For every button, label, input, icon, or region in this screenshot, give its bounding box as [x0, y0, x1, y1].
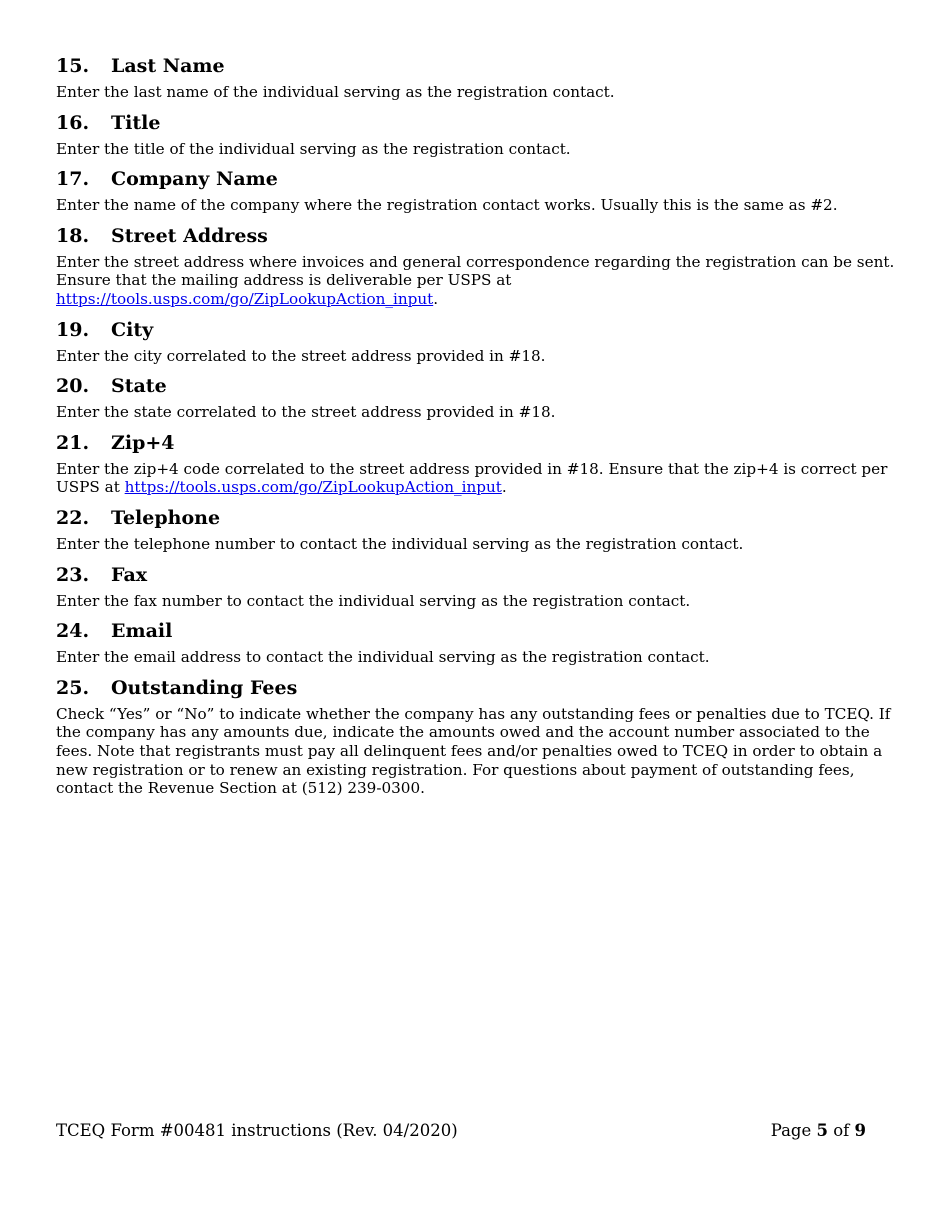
section-title: Zip+4 [111, 431, 175, 454]
section-number: 17. [56, 168, 90, 191]
section-heading [56, 563, 896, 587]
section-text: Enter the state correlated to the street address provided in #18. [56, 403, 556, 422]
section-text-before: Enter the zip+4 code correlated to the street address provided in #18. Ensure that the zip+4 is correct per USPS at [56, 459, 888, 497]
section-heading [56, 619, 896, 643]
section-street-address [56, 224, 896, 309]
page-indicator [771, 1121, 866, 1140]
page-footer [56, 1121, 866, 1140]
section-text-after: . [501, 478, 507, 497]
page-word: Page [770, 1121, 812, 1140]
page-total: 9 [854, 1121, 866, 1140]
section-number: 18. [56, 224, 90, 247]
section-text: Enter the last name of the individual serving as the registration contact. [56, 83, 615, 101]
section-number: 22. [56, 506, 90, 529]
section-number: 23. [56, 563, 90, 586]
section-text-before: Enter the street address where invoices and general correspondence regarding the registration can be sent. Ensure that the mailing address is deliverable per USPS at [56, 252, 895, 290]
section-title: Telephone [111, 506, 221, 529]
section-text: Enter the name of the company where the registration contact works. Usually this is the same as #2. [56, 196, 838, 215]
section-fax [56, 563, 896, 611]
section-number: 24. [56, 620, 90, 643]
section-number: 19. [56, 318, 90, 341]
section-state [56, 374, 896, 422]
usps-zip-lookup-link[interactable]: https://tools.usps.com/go/ZipLookupAction_input [56, 289, 434, 308]
section-heading [56, 676, 896, 700]
page-current: 5 [816, 1121, 828, 1140]
section-company-name [56, 167, 896, 215]
form-identifier: TCEQ Form #00481 instructions (Rev. 04/2020) [56, 1121, 458, 1140]
section-heading [56, 111, 896, 135]
section-heading [56, 54, 896, 78]
section-title: City [111, 318, 154, 341]
section-number: 15. [56, 55, 90, 77]
section-text: Enter the title of the individual serving as the registration contact. [56, 139, 571, 158]
section-last-name [56, 54, 896, 102]
section-title: Street Address [111, 224, 268, 247]
section-number: 16. [56, 111, 90, 134]
section-title: Title [111, 111, 161, 134]
section-outstanding-fees [56, 676, 896, 798]
section-text [56, 460, 896, 497]
section-text: Check “Yes” or “No” to indicate whether the company has any outstanding fees or penalties due to TCEQ. If the company has any amounts due, indicate the amounts owed and the account number associated to the fees. Note that registrants must pay all delinquent fees and/or penalties owed to TCEQ in order to obtain a new registration or to renew an existing registration. For questions about payment of outstanding fees, contact the Revenue Section at (512) 239-0300. [56, 704, 891, 798]
section-number: 21. [56, 431, 90, 454]
section-text-after: . [433, 289, 439, 308]
section-heading [56, 224, 896, 248]
section-title: Outstanding Fees [111, 676, 298, 699]
section-text: Enter the fax number to contact the individual serving as the registration contact. [56, 591, 691, 610]
section-city [56, 318, 896, 366]
section-heading [56, 318, 896, 342]
section-text: Enter the telephone number to contact the individual serving as the registration contact. [56, 534, 744, 553]
section-heading [56, 431, 896, 455]
section-number: 25. [56, 676, 90, 699]
section-heading [56, 374, 896, 398]
section-title-field [56, 111, 896, 159]
section-text [56, 253, 896, 309]
section-heading [56, 506, 896, 530]
page-of: of [833, 1121, 850, 1140]
section-heading [56, 167, 896, 191]
section-text: Enter the email address to contact the individual serving as the registration contact. [56, 648, 710, 667]
section-text: Enter the city correlated to the street address provided in #18. [56, 346, 546, 365]
section-zip4 [56, 431, 896, 497]
section-title: Last Name [111, 55, 225, 77]
section-email [56, 619, 896, 667]
section-title: Fax [111, 563, 148, 586]
usps-zip-lookup-link[interactable]: https://tools.usps.com/go/ZipLookupAction_input [124, 478, 502, 497]
section-title: Email [111, 620, 173, 643]
section-title: Company Name [111, 168, 278, 191]
instructions-content [56, 54, 896, 807]
section-telephone [56, 506, 896, 554]
section-number: 20. [56, 375, 90, 398]
section-title: State [111, 375, 167, 398]
